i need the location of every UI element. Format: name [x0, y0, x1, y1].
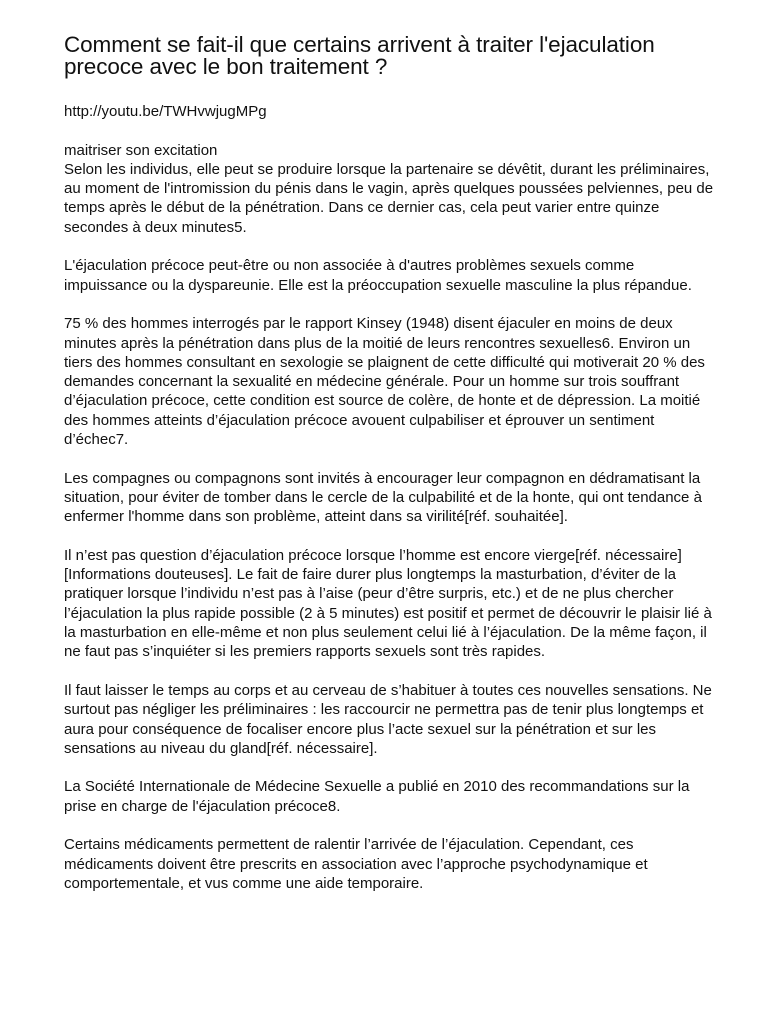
- paragraph-7: La Société Internationale de Médecine Sexuelle a publié en 2010 des recommandations sur la prise en charge de l'éjaculation précoce8.: [64, 778, 690, 815]
- paragraph-4: Les compagnes ou compagnons sont invités à encourager leur compagnon en dédramatisant la situation, pour éviter de tomber dans le cercle de la culpabilité et de la honte, qui ont tendance à enfermer l'homme dans son problème, atteint dans sa virilité[réf. souhaitée].: [64, 469, 702, 526]
- paragraph-8: Certains médicaments permettent de ralentir l’arrivée de l’éjaculation. Cependant, ces médicaments doivent être prescrits en association avec l’approche psychodynamique et comportementale, et vus comme une aide temporaire.: [64, 836, 648, 892]
- section-heading: maitriser son excitation: [64, 141, 218, 159]
- paragraph-1: Selon les individus, elle peut se produire lorsque la partenaire se dévêtit, durant les préliminaires, au moment de l'intromission du pénis dans le vagin, après quelques poussées pelviennes, peu de temps après le début de la pénétration. Dans ce dernier cas, cela peut varier entre quinze secondes à deux minutes5.: [64, 160, 714, 236]
- document-title: Comment se fait-il que certains arrivent à traiter l'ejaculation precoce avec le bon traitement ?: [64, 32, 655, 79]
- paragraph-5: Il n’est pas question d’éjaculation précoce lorsque l’homme est encore vierge[réf. nécessaire][Informations douteuses]. Le fait de faire durer plus longtemps la masturbation, d’éviter de la pratiquer lorsque l’individu n’est pas à l’aise (peur d’être surpris, etc.) et de ne plus chercher l’éjaculation la plus rapide possible (2 à 5 minutes) est positif et permet de découvrir le plaisir lié à la masturbation en elle-même et non plus seulement celui lié à l’éjaculation. De la même façon, il ne faut pas s’inquiéter si les premiers rapports sexuels sont très rapides.: [64, 546, 712, 661]
- paragraph-2: L'éjaculation précoce peut-être ou non associée à d'autres problèmes sexuels comme impuissance ou la dyspareunie. Elle est la préoccupation sexuelle masculine la plus répandue.: [64, 257, 692, 294]
- document-page: [64, 34, 716, 912]
- section-block: [64, 141, 716, 894]
- paragraph-6: Il faut laisser le temps au corps et au cerveau de s’habituer à toutes ces nouvelles sensations. Ne surtout pas négliger les préliminaires : les raccourcir ne permettra pas de tenir plus longtemps et aura pour conséquence de focaliser encore plus l’acte sexuel sur la pénétration et sur les sensations au niveau du gland[réf. nécessaire].: [64, 681, 712, 757]
- video-link[interactable]: http://youtu.be/TWHvwjugMPg: [64, 103, 267, 120]
- paragraph-3: 75 % des hommes interrogés par le rapport Kinsey (1948) disent éjaculer en moins de deux minutes après la pénétration dans plus de la moitié de leurs rencontres sexuelles6. Environ un tiers des hommes consultant en sexologie se plaignent de cette difficulté qui motiverait 20 % des demandes concernant la sexualité en médecine générale. Pour un homme sur trois souffrant d’éjaculation précoce, cette condition est source de colère, de honte et de dépression. La moitié des hommes atteints d’éjaculation précoce avouent culpabiliser et éprouver un sentiment d’échec7.: [64, 315, 705, 449]
